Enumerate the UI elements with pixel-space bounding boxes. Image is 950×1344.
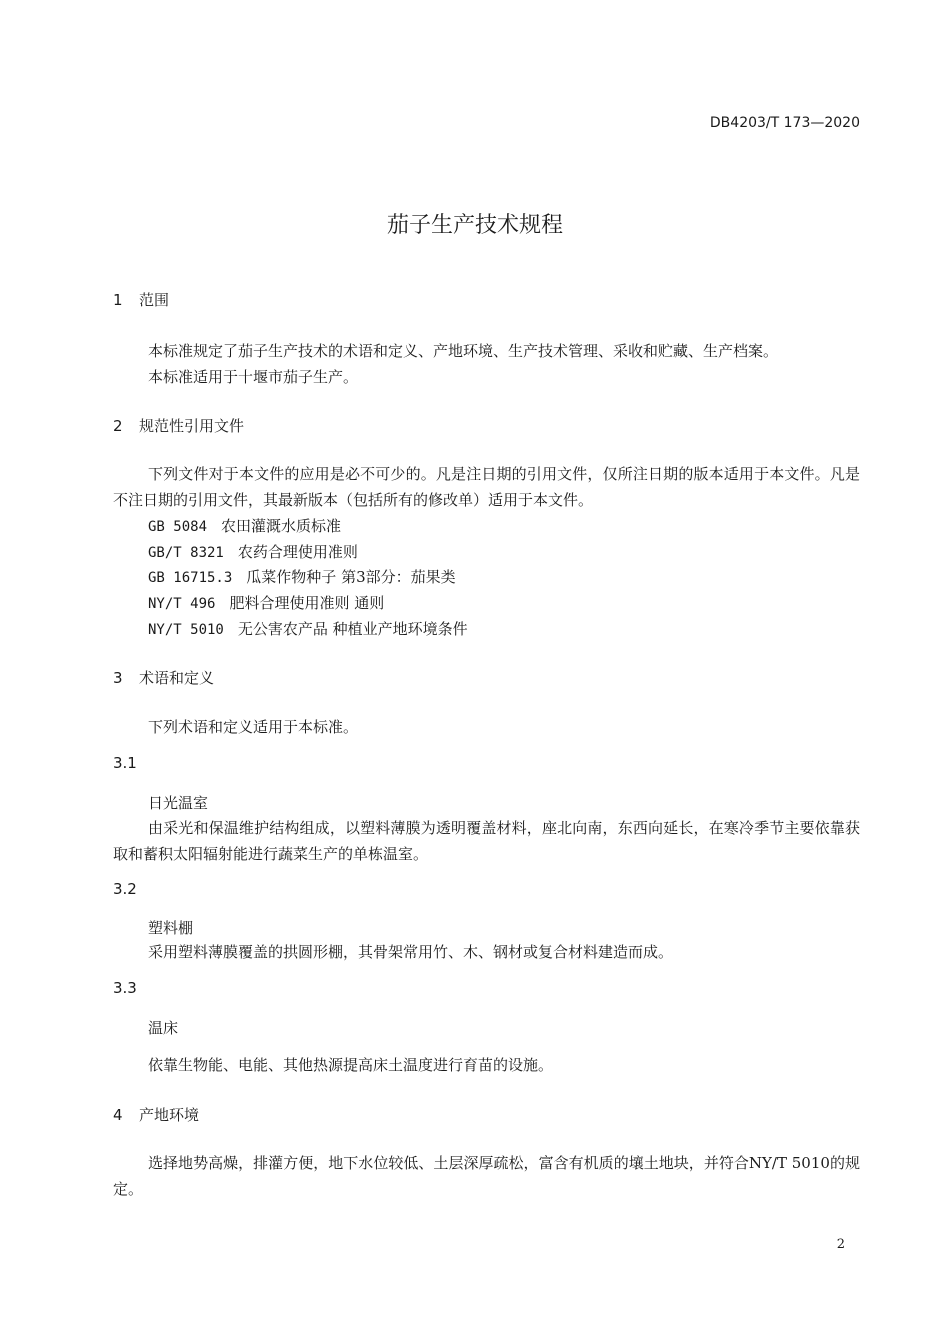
- reference-code: GB 5084: [148, 519, 208, 535]
- section-3-heading: [113, 667, 214, 688]
- reference-code: GB 16715.3: [148, 570, 233, 586]
- term-definition: 依靠生物能、电能、其他热源提高床土温度进行育苗的设施。: [148, 1056, 554, 1074]
- reference-code: NY/T 496: [148, 596, 216, 612]
- section-title: 规范性引用文件: [139, 417, 245, 435]
- section-number: 4: [113, 1106, 123, 1124]
- normative-reference: [148, 541, 358, 562]
- reference-title: 农药合理使用准则: [237, 543, 358, 561]
- normative-reference: [148, 592, 384, 613]
- section-number: 1: [113, 291, 123, 309]
- normative-reference: [148, 566, 456, 587]
- standard-code: DB4203/T 173—2020: [709, 115, 860, 131]
- section-4-paragraph: 选择地势高燥，排灌方便，地下水位较低、土层深厚疏松，富含有机质的壤土地块，并符合NY/T 5010的规定。: [113, 1154, 860, 1198]
- normative-reference: [148, 618, 468, 639]
- section-1-paragraph: 本标准适用于十堰市茄子生产。: [148, 368, 359, 386]
- section-1-heading: [113, 289, 169, 310]
- clause-number: 3.1: [113, 754, 137, 772]
- document-title: 茄子生产技术规程: [386, 213, 563, 238]
- term-name: 日光温室: [148, 794, 209, 812]
- reference-title: 瓜菜作物种子 第3部分：茄果类: [246, 568, 456, 586]
- reference-title: 无公害农产品 种植业产地环境条件: [237, 620, 468, 638]
- section-title: 产地环境: [139, 1106, 200, 1124]
- section-number: 2: [113, 417, 123, 435]
- section-2-paragraph: 下列文件对于本文件的应用是必不可少的。凡是注日期的引用文件，仅所注日期的版本适用于本文件。凡是不注日期的引用文件，其最新版本（包括所有的修改单）适用于本文件。: [113, 465, 860, 509]
- section-3-paragraph: 下列术语和定义适用于本标准。: [148, 718, 359, 736]
- reference-code: GB/T 8321: [148, 545, 224, 561]
- term-name: 塑料棚: [148, 919, 194, 937]
- reference-title: 肥料合理使用准则 通则: [229, 594, 385, 612]
- section-number: 3: [113, 669, 123, 687]
- section-4-heading: [113, 1104, 199, 1125]
- clause-number: 3.3: [113, 979, 137, 997]
- reference-title: 农田灌溉水质标准: [221, 517, 342, 535]
- section-title: 范围: [139, 291, 170, 309]
- section-title: 术语和定义: [139, 669, 215, 687]
- section-1-paragraph: 本标准规定了茄子生产技术的术语和定义、产地环境、生产技术管理、采收和贮藏、生产档案。: [148, 342, 779, 360]
- normative-reference: [148, 515, 341, 536]
- term-definition: 由采光和保温维护结构组成，以塑料薄膜为透明覆盖材料，座北向南，东西向延长，在寒冷季节主要依靠获取和蓄积太阳辐射能进行蔬菜生产的单栋温室。: [113, 819, 860, 863]
- reference-code: NY/T 5010: [148, 622, 224, 638]
- clause-number: 3.2: [113, 880, 137, 898]
- section-2-heading: [113, 415, 244, 436]
- term-name: 温床: [148, 1019, 179, 1037]
- term-definition: 采用塑料薄膜覆盖的拱圆形棚，其骨架常用竹、木、钢材或复合材料建造而成。: [148, 943, 674, 961]
- page-number: 2: [836, 1237, 845, 1252]
